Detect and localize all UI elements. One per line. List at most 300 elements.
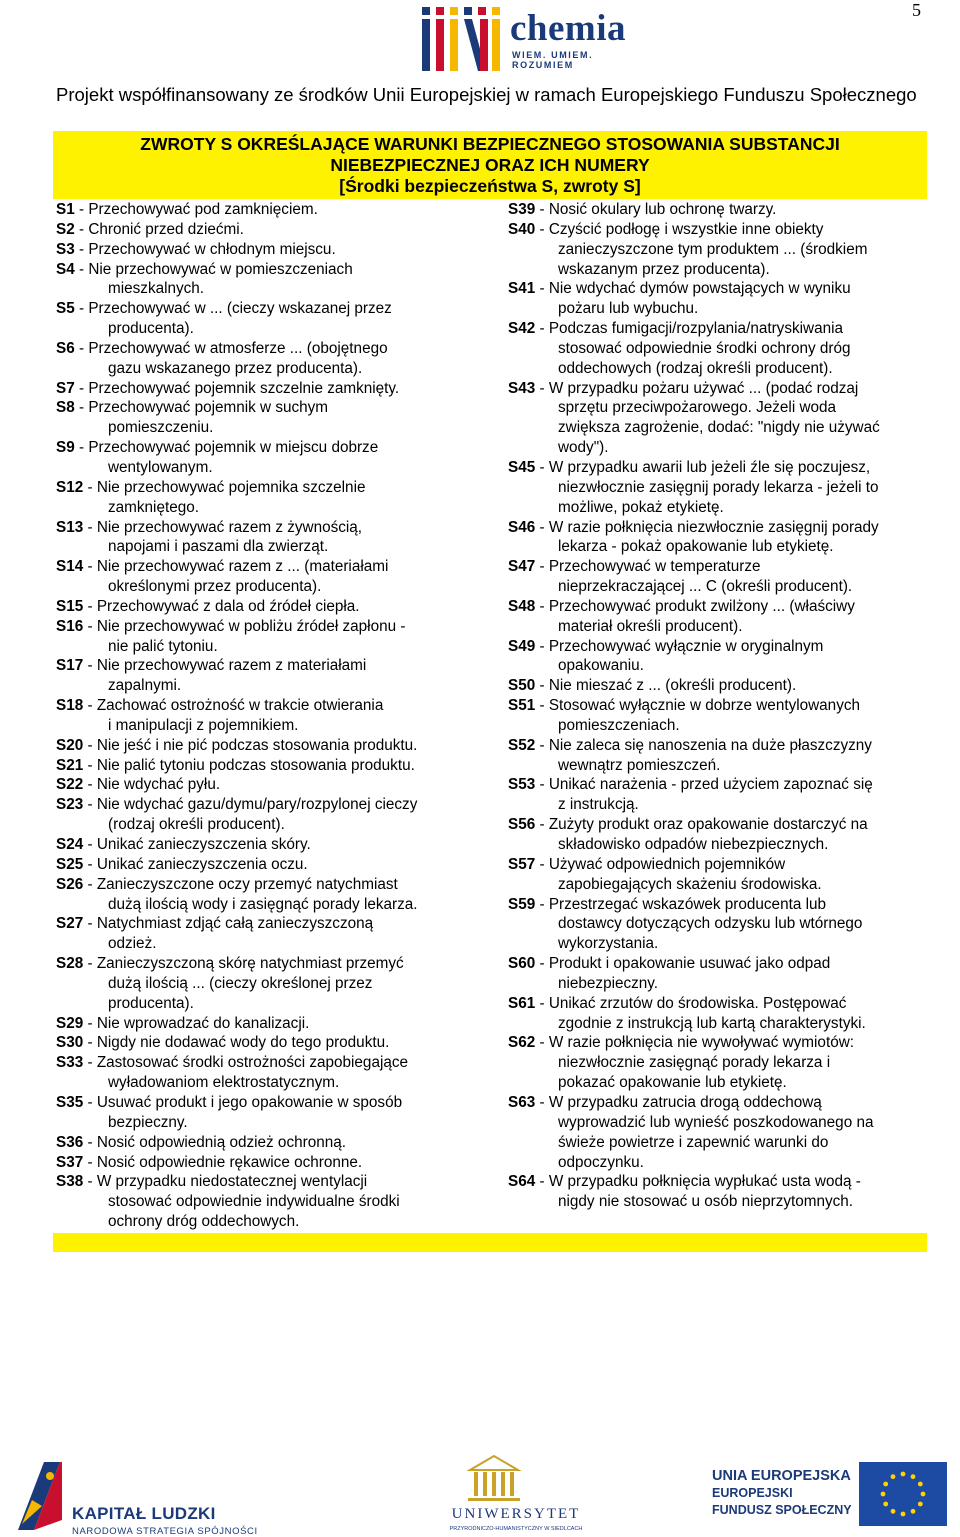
right-column	[508, 200, 928, 1212]
phrase-s27	[56, 914, 486, 954]
phrase-continuation: świeże powietrze i zapewnić warunki do	[558, 1133, 829, 1151]
phrase-continuation: możliwe, pokaż etykietę.	[558, 498, 724, 516]
phrase-s14	[56, 557, 486, 597]
phrase-s15	[56, 597, 486, 617]
phrase-first-line	[508, 458, 928, 478]
phrase-text: - Nie wdychać gazu/dymu/pary/rozpylonej cieczy	[83, 796, 418, 814]
phrase-s23	[56, 795, 486, 835]
phrase-code: S39	[508, 201, 536, 218]
phrase-first-line	[56, 557, 486, 577]
phrase-first-line	[508, 736, 928, 756]
phrase-code: S26	[56, 875, 84, 893]
phrase-code: S40	[508, 220, 536, 238]
phrase-s39	[508, 200, 928, 220]
phrase-s36	[56, 1133, 486, 1153]
section-title	[53, 134, 927, 197]
phrase-s8	[56, 398, 486, 438]
phrase-code: S56	[508, 816, 536, 834]
phrase-s50	[508, 676, 928, 696]
phrase-code: S62	[508, 1034, 536, 1052]
phrase-continuation: materiał określi producent).	[558, 617, 743, 635]
phrase-s28	[56, 954, 486, 1014]
eu-star-icon	[901, 1472, 906, 1477]
phrase-code: S25	[56, 855, 84, 873]
phrase-text: - Nie jeść i nie pić podczas stosowania produktu.	[83, 736, 418, 754]
phrase-first-line	[508, 597, 928, 617]
phrase-text: - Przechowywać w temperaturze	[535, 558, 761, 576]
phrase-text: - Przechowywać produkt zwilżony ... (właściwy	[535, 597, 855, 615]
phrase-continuation: wewnątrz pomieszczeń.	[558, 756, 721, 774]
footer-logos	[0, 1440, 960, 1537]
phrase-s17	[56, 656, 486, 696]
phrase-text: - Przechowywać z dala od źródeł ciepła.	[83, 597, 360, 615]
phrase-continuation: pożaru lub wybuchu.	[558, 300, 699, 318]
phrase-code: S12	[56, 478, 84, 496]
phrase-code: S63	[508, 1093, 536, 1111]
phrase-s48	[508, 597, 928, 637]
phrase-first-line	[56, 1172, 486, 1192]
phrase-continuation: sprzętu przeciwpożarowego. Jeżeli woda	[558, 399, 837, 417]
phrase-text: - Zachować ostrożność w trakcie otwierania	[83, 697, 384, 715]
phrase-s60	[508, 954, 928, 994]
title-line-3: [Środki bezpieczeństwa S, zwroty S]	[339, 176, 641, 196]
eu-star-icon	[901, 1512, 906, 1517]
phrase-text: - Przestrzegać wskazówek producenta lub	[535, 895, 826, 913]
phrase-first-line	[56, 200, 486, 220]
phrase-first-line	[56, 875, 486, 895]
phrase-text: - Nosić okulary lub ochronę twarzy.	[535, 201, 777, 218]
university-subtitle: PRZYRODNICZO-HUMANISTYCZNY W SIEDLCACH	[449, 1526, 583, 1532]
phrase-s52	[508, 736, 928, 776]
phrase-code: S22	[56, 776, 84, 794]
phrase-text: - Zanieczyszczoną skórę natychmiast przemyć	[83, 955, 404, 973]
phrase-first-line	[508, 855, 928, 875]
phrase-first-line	[56, 339, 486, 359]
phrase-s33	[56, 1053, 486, 1093]
title-line-2: NIEBEZPIECZNEJ ORAZ ICH NUMERY	[330, 155, 650, 175]
eu-star-icon	[911, 1509, 916, 1514]
phrase-s40	[508, 220, 928, 280]
phrase-text: - Chronić przed dziećmi.	[74, 220, 244, 238]
phrase-s64	[508, 1172, 928, 1212]
phrase-text: - W przypadku pożaru używać ... (podać rodzaj	[535, 379, 859, 397]
phrase-code: S49	[508, 637, 536, 655]
phrase-continuation: pomieszczeniach.	[558, 716, 680, 734]
phrase-code: S59	[508, 895, 536, 913]
phrase-first-line	[508, 676, 928, 696]
phrase-continuation: mieszkalnych.	[108, 280, 205, 298]
phrase-s6	[56, 339, 486, 379]
phrase-text: - Przechowywać pojemnik szczelnie zamknięty.	[74, 379, 400, 397]
phrase-text: - W razie połknięcia nie wywoływać wymiotów:	[535, 1034, 854, 1052]
phrase-text: - Nie wprowadzać do kanalizacji.	[83, 1014, 310, 1032]
page-number: 5	[912, 0, 921, 20]
phrase-first-line	[56, 1153, 486, 1173]
phrase-text: - Nigdy nie dodawać wody do tego produktu.	[83, 1034, 390, 1052]
phrase-first-line	[56, 1014, 486, 1034]
phrase-first-line	[508, 1033, 928, 1053]
logo-wordmark: chemia	[510, 8, 627, 49]
phrase-continuation: niezwłocznie zasięgnąć porady lekarza i	[558, 1054, 831, 1072]
phrase-continuation: wody").	[558, 439, 609, 457]
phrase-s7	[56, 379, 486, 399]
phrase-s59	[508, 895, 928, 955]
phrase-continuation: określonymi przez producenta).	[108, 578, 322, 596]
phrase-s53	[508, 775, 928, 815]
phrase-first-line	[56, 696, 486, 716]
phrase-code: S21	[56, 756, 84, 774]
phrase-s42	[508, 319, 928, 379]
phrase-code: S1	[56, 201, 75, 218]
phrase-code: S24	[56, 836, 84, 853]
phrase-s1	[56, 200, 486, 220]
phrase-s21	[56, 756, 486, 776]
title-line-1: ZWROTY S OKREŚLAJĄCE WARUNKI BEZPIECZNEGO STOSOWANIA SUBSTANCJI	[140, 134, 840, 154]
phrase-continuation: zapalnymi.	[108, 677, 182, 695]
phrase-s38	[56, 1172, 486, 1232]
eu-star-icon	[918, 1482, 923, 1487]
phrase-s35	[56, 1093, 486, 1133]
phrase-code: S30	[56, 1034, 84, 1052]
phrase-s26	[56, 875, 486, 915]
phrase-code: S51	[508, 697, 536, 715]
phrase-continuation: producenta).	[108, 994, 194, 1012]
phrase-first-line	[56, 1053, 486, 1073]
phrase-text: - Stosować wyłącznie w dobrze wentylowanych	[535, 697, 860, 715]
phrase-continuation: pokazać opakowanie lub etykietę.	[558, 1074, 787, 1092]
phrase-text: - Zużyty produkt oraz opakowanie dostarczyć na	[535, 816, 868, 834]
phrase-code: S2	[56, 220, 75, 238]
phrase-first-line	[56, 299, 486, 319]
phrase-text: - Przechowywać pojemnik w suchym	[74, 399, 329, 417]
university-name: UNIWERSYTET	[451, 1506, 581, 1522]
phrase-text: - Usuwać produkt i jego opakowanie w sposób	[83, 1093, 403, 1111]
phrase-s5	[56, 299, 486, 339]
phrase-first-line	[56, 240, 486, 260]
phrase-s22	[56, 775, 486, 795]
phrase-code: S46	[508, 518, 536, 536]
phrase-s29	[56, 1014, 486, 1034]
phrase-code: S64	[508, 1173, 536, 1191]
eu-flag-icon	[859, 1462, 947, 1526]
phrase-text: - Nie przechowywać razem z materiałami	[83, 657, 367, 675]
phrase-text: - Nie zaleca się nanoszenia na duże płaszczyzny	[535, 736, 872, 754]
phrase-continuation: odzież.	[108, 935, 157, 953]
phrase-continuation: zamkniętego.	[108, 498, 199, 516]
phrase-continuation: nieprzekraczającej ... C (określi producent).	[558, 578, 853, 596]
phrase-continuation: dużą ilością ... (cieczy określonej przez	[108, 974, 373, 992]
phrase-code: S18	[56, 697, 84, 715]
phrase-first-line	[56, 1093, 486, 1113]
phrase-s18	[56, 696, 486, 736]
phrase-first-line	[56, 379, 486, 399]
phrase-code: S29	[56, 1014, 84, 1032]
phrase-continuation: lekarza - pokaż opakowanie lub etykietę.	[558, 538, 834, 556]
phrase-text: - W przypadku niedostatecznej wentylacji	[83, 1173, 368, 1191]
project-funding-line: Projekt współfinansowany ze środków Unii Europejskiej w ramach Europejskiego Funduszu Społecznego	[56, 84, 917, 105]
phrase-first-line	[508, 775, 928, 795]
phrase-s46	[508, 518, 928, 558]
phrase-continuation: wykorzystania.	[558, 935, 659, 953]
phrase-continuation: wyprowadzić lub wynieść poszkodowanego na	[558, 1113, 874, 1131]
phrase-first-line	[56, 398, 486, 418]
phrase-first-line	[508, 895, 928, 915]
phrase-code: S14	[56, 558, 84, 576]
phrase-continuation: (rodzaj określi producent).	[108, 816, 285, 834]
phrase-code: S16	[56, 617, 84, 635]
phrase-continuation: dostawcy dotyczących odzysku lub wtórnego	[558, 915, 863, 933]
logo-tagline: WIEM. UMIEM. ROZUMIEM	[512, 50, 594, 70]
phrase-first-line	[56, 835, 486, 855]
phrase-first-line	[508, 815, 928, 835]
phrase-first-line	[56, 478, 486, 498]
phrase-code: S7	[56, 379, 75, 397]
phrase-s2	[56, 220, 486, 240]
phrase-text: - Nie przechowywać razem z żywnością,	[83, 518, 363, 536]
phrase-text: - Przechowywać pod zamknięciem.	[74, 201, 318, 218]
phrase-continuation: składowisko odpadów niebezpiecznych.	[558, 836, 829, 853]
phrase-first-line	[56, 1133, 486, 1153]
eu-star-icon	[881, 1492, 886, 1497]
phrase-text: - Unikać zrzutów do środowiska. Postępować	[535, 994, 847, 1012]
phrase-first-line	[56, 597, 486, 617]
phrase-first-line	[56, 260, 486, 280]
eu-line-1: UNIA EUROPEJSKA	[712, 1468, 851, 1484]
phrase-s16	[56, 617, 486, 657]
phrase-code: S42	[508, 320, 536, 338]
phrase-continuation: nie palić tytoniu.	[108, 637, 218, 655]
phrase-continuation: wskazanym przez producenta).	[558, 260, 770, 278]
phrase-s20	[56, 736, 486, 756]
phrase-continuation: oddechowych (rodzaj określi producent).	[558, 359, 833, 377]
phrase-code: S20	[56, 736, 84, 754]
phrase-code: S36	[56, 1133, 84, 1151]
phrase-s9	[56, 438, 486, 478]
phrase-first-line	[56, 795, 486, 815]
phrase-code: S27	[56, 915, 84, 933]
phrase-first-line	[56, 736, 486, 756]
eu-text	[712, 1468, 852, 1519]
phrase-code: S33	[56, 1054, 84, 1072]
phrase-continuation: wentylowanym.	[108, 458, 213, 476]
eu-line-3: FUNDUSZ SPOŁECZNY	[712, 1503, 852, 1517]
phrase-first-line	[508, 319, 928, 339]
phrase-continuation: ochrony dróg oddechowych.	[108, 1213, 300, 1231]
phrase-s61	[508, 994, 928, 1034]
kapital-ludzki-title: KAPITAŁ LUDZKI	[72, 1504, 216, 1523]
phrase-text: - Nosić odpowiednie rękawice ochronne.	[83, 1153, 363, 1171]
phrase-s43	[508, 379, 928, 458]
phrase-first-line	[508, 696, 928, 716]
phrase-first-line	[508, 279, 928, 299]
phrase-code: S35	[56, 1093, 84, 1111]
phrase-continuation: niezwłocznie zasięgnij porady lekarza - jeżeli to	[558, 478, 879, 496]
phrase-first-line	[56, 438, 486, 458]
phrase-continuation: niebezpieczny.	[558, 974, 659, 992]
phrase-code: S17	[56, 657, 84, 675]
phrase-text: - Nie palić tytoniu podczas stosowania produktu.	[83, 756, 415, 774]
phrase-code: S8	[56, 399, 75, 417]
phrase-code: S41	[508, 280, 536, 298]
phrase-continuation: stosować odpowiednie indywidualne środki	[108, 1193, 400, 1211]
phrase-code: S57	[508, 855, 536, 873]
phrase-s51	[508, 696, 928, 736]
phrase-code: S3	[56, 240, 75, 258]
phrase-first-line	[508, 220, 928, 240]
phrase-s62	[508, 1033, 928, 1093]
phrase-continuation: zwiększa zagrożenie, dodać: "nigdy nie używać	[558, 419, 880, 437]
phrase-text: - Nie wdychać dymów powstających w wyniku	[535, 280, 851, 298]
phrase-code: S38	[56, 1173, 84, 1191]
phrase-text: - W przypadku zatrucia drogą oddechową	[535, 1093, 822, 1111]
phrase-first-line	[508, 518, 928, 538]
university-emblem-icon	[464, 1454, 524, 1504]
phrase-code: S53	[508, 776, 536, 794]
phrase-text: - Nie mieszać z ... (określi producent).	[535, 677, 797, 695]
phrase-first-line	[56, 617, 486, 637]
phrase-text: - Przechowywać w atmosferze ... (obojętnego	[74, 339, 388, 357]
phrase-continuation: wyładowaniom elektrostatycznym.	[108, 1074, 340, 1092]
phrase-continuation: pomieszczeniu.	[108, 419, 214, 437]
phrase-s45	[508, 458, 928, 518]
phrase-text: - Nie przechowywać w pomieszczeniach	[74, 260, 353, 278]
phrase-first-line	[508, 1093, 928, 1113]
phrase-first-line	[508, 200, 928, 220]
eu-star-icon	[921, 1492, 926, 1497]
phrase-continuation: gazu wskazanego przez producenta).	[108, 359, 363, 377]
eu-logo	[712, 1468, 947, 1534]
eu-line-2: EUROPEJSKI	[712, 1486, 793, 1500]
phrase-continuation: producenta).	[108, 320, 194, 338]
phrase-continuation: bezpieczny.	[108, 1113, 188, 1131]
university-logo	[436, 1454, 596, 1534]
phrase-first-line	[508, 994, 928, 1014]
phrase-text: - Unikać zanieczyszczenia skóry.	[83, 836, 311, 853]
phrase-code: S5	[56, 300, 75, 318]
phrase-first-line	[508, 379, 928, 399]
phrase-text: - Unikać narażenia - przed użyciem zapoznać się	[535, 776, 873, 794]
eu-star-icon	[911, 1474, 916, 1479]
left-column	[56, 200, 486, 1232]
eu-star-icon	[891, 1509, 896, 1514]
phrase-s25	[56, 855, 486, 875]
phrase-text: - Nie wdychać pyłu.	[83, 776, 221, 794]
phrase-text: - W przypadku awarii lub jeżeli źle się poczujesz,	[535, 458, 871, 476]
chemia-logo	[420, 5, 630, 71]
kapital-ludzki-icon	[14, 1460, 64, 1532]
phrase-code: S47	[508, 558, 536, 576]
phrase-first-line	[56, 855, 486, 875]
phrase-continuation: opakowaniu.	[558, 657, 644, 675]
phrase-text: - Natychmiast zdjąć całą zanieczyszczoną	[83, 915, 374, 933]
phrase-text: - Nosić odpowiednią odzież ochronną.	[83, 1133, 346, 1151]
phrase-s56	[508, 815, 928, 855]
phrase-text: - Zanieczyszczone oczy przemyć natychmiast	[83, 875, 398, 893]
eu-star-icon	[918, 1502, 923, 1507]
phrase-code: S4	[56, 260, 75, 278]
phrase-continuation: zapobiegających skażeniu środowiska.	[558, 875, 822, 893]
phrase-first-line	[56, 954, 486, 974]
phrase-continuation: stosować odpowiednie środki ochrony dróg	[558, 339, 851, 357]
phrase-s41	[508, 279, 928, 319]
phrase-code: S50	[508, 677, 536, 695]
phrase-first-line	[56, 220, 486, 240]
phrase-code: S43	[508, 379, 536, 397]
phrase-code: S37	[56, 1153, 84, 1171]
phrase-continuation: zanieczyszczone tym produktem ... (środkiem	[558, 240, 868, 258]
phrase-code: S48	[508, 597, 536, 615]
phrase-text: - Używać odpowiednich pojemników	[535, 855, 786, 873]
phrase-continuation: i manipulacji z pojemnikiem.	[108, 716, 299, 734]
phrase-first-line	[56, 775, 486, 795]
phrase-text: - Przechowywać w chłodnym miejscu.	[74, 240, 336, 258]
phrase-s3	[56, 240, 486, 260]
phrase-text: - Nie przechowywać w pobliżu źródeł zapłonu -	[83, 617, 406, 635]
phrase-code: S13	[56, 518, 84, 536]
phrase-text: - Produkt i opakowanie usuwać jako odpad	[535, 955, 831, 973]
logo-bars-icon	[420, 5, 502, 71]
phrase-s30	[56, 1033, 486, 1053]
phrase-code: S9	[56, 439, 75, 457]
phrase-text: - W przypadku połknięcia wypłukać usta wodą -	[535, 1173, 861, 1191]
phrase-code: S45	[508, 458, 536, 476]
phrase-text: - W razie połknięcia niezwłocznie zasięgnij porady	[535, 518, 879, 536]
eu-star-icon	[883, 1482, 888, 1487]
phrase-text: - Unikać zanieczyszczenia oczu.	[83, 855, 308, 873]
phrase-continuation: z instrukcją.	[558, 796, 639, 814]
phrase-continuation: napojami i paszami dla zwierząt.	[108, 538, 329, 556]
phrase-code: S6	[56, 339, 75, 357]
phrase-first-line	[56, 1033, 486, 1053]
eu-star-icon	[891, 1474, 896, 1479]
phrase-first-line	[508, 954, 928, 974]
kapital-ludzki-subtitle: NARODOWA STRATEGIA SPÓJNOŚCI	[72, 1526, 258, 1537]
phrase-s24	[56, 835, 486, 855]
phrase-continuation: nigdy nie stosować u osób nieprzytomnych.	[558, 1193, 854, 1211]
phrase-text: - Czyścić podłogę i wszystkie inne obiekty	[535, 220, 824, 238]
phrase-text: - Zastosować środki ostrożności zapobiegające	[83, 1054, 409, 1072]
phrase-code: S61	[508, 994, 536, 1012]
phrase-text: - Przechowywać w ... (cieczy wskazanej przez	[74, 300, 392, 318]
phrase-s47	[508, 557, 928, 597]
phrase-code: S28	[56, 955, 84, 973]
phrase-first-line	[508, 637, 928, 657]
eu-star-icon	[883, 1502, 888, 1507]
phrase-text: - Przechowywać wyłącznie w oryginalnym	[535, 637, 824, 655]
phrase-text: - Nie przechowywać pojemnika szczelnie	[83, 478, 366, 496]
phrase-first-line	[56, 518, 486, 538]
phrase-text: - Przechowywać pojemnik w miejscu dobrze	[74, 439, 379, 457]
phrase-code: S15	[56, 597, 84, 615]
phrase-continuation: odpoczynku.	[558, 1153, 644, 1171]
phrase-code: S60	[508, 955, 536, 973]
phrase-s13	[56, 518, 486, 558]
phrase-first-line	[56, 914, 486, 934]
phrase-text: - Podczas fumigacji/rozpylania/natryskiwania	[535, 320, 843, 338]
phrase-code: S52	[508, 736, 536, 754]
phrase-s57	[508, 855, 928, 895]
phrase-s63	[508, 1093, 928, 1172]
phrase-continuation: dużą ilością wody i zasięgnąć porady lekarza.	[108, 895, 418, 913]
phrase-first-line	[508, 557, 928, 577]
phrase-code: S23	[56, 796, 84, 814]
phrase-first-line	[56, 656, 486, 676]
phrase-s49	[508, 637, 928, 677]
phrase-text: - Nie przechowywać razem z ... (materiałami	[83, 558, 389, 576]
phrase-s12	[56, 478, 486, 518]
phrase-s4	[56, 260, 486, 300]
phrase-s37	[56, 1153, 486, 1173]
